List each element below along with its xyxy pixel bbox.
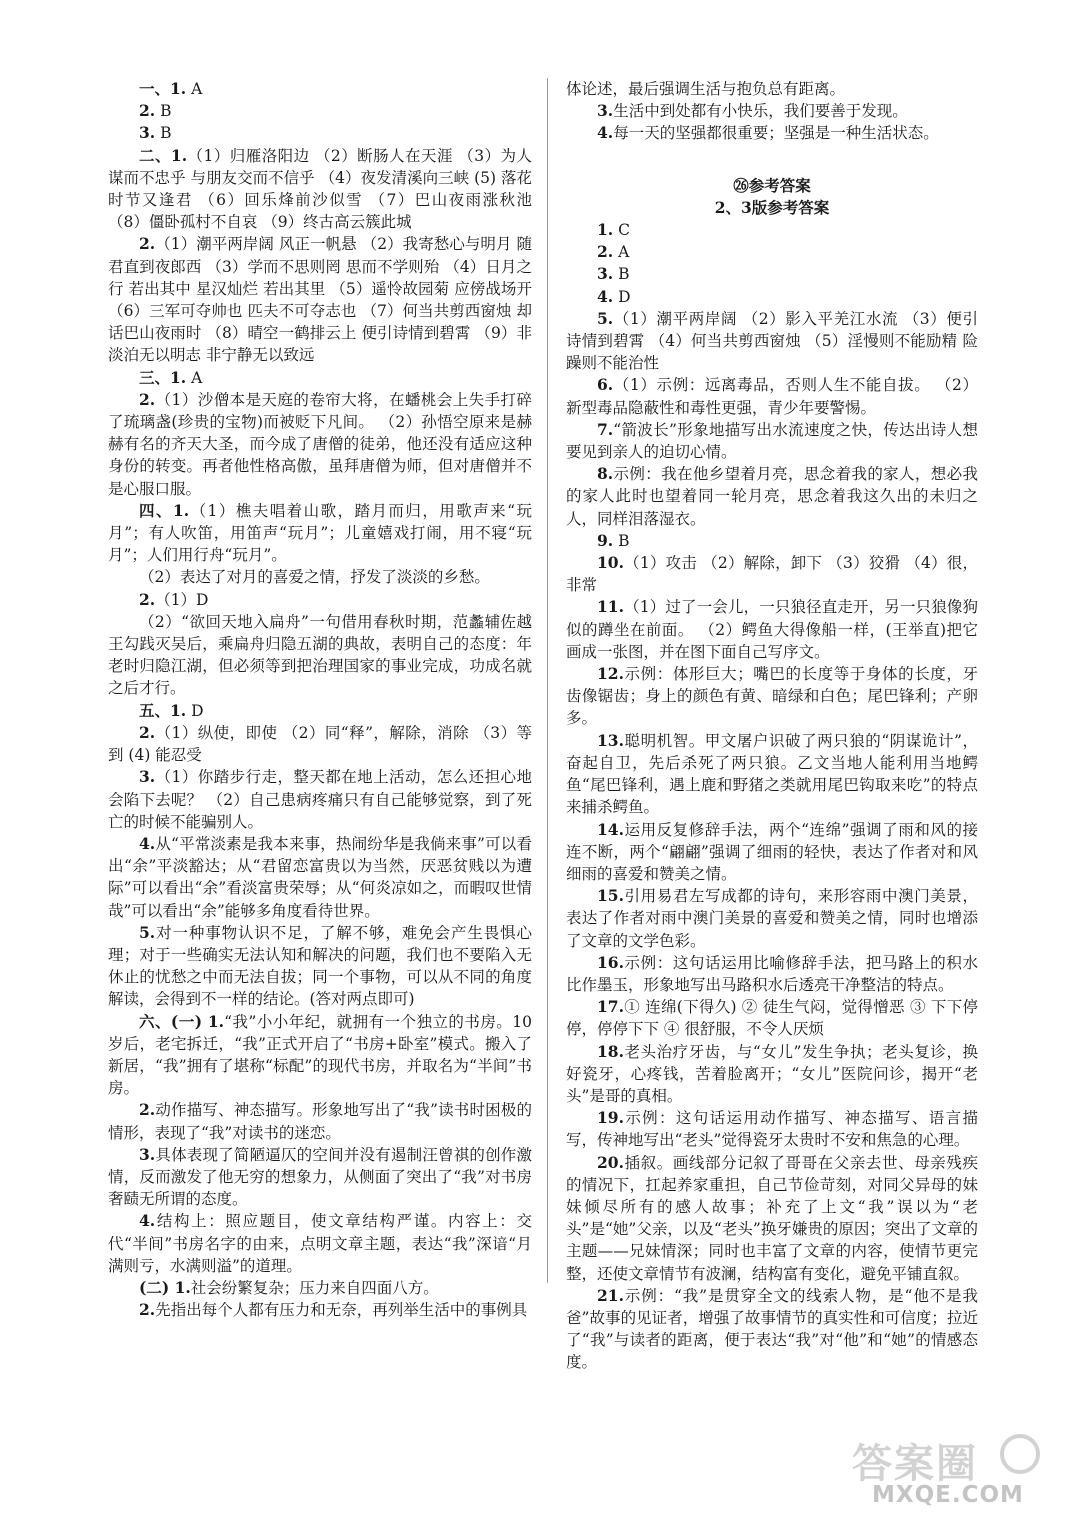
answer-number: 2. [139,389,156,409]
answer-number: 12. [597,664,624,684]
answer-item [566,952,978,996]
answer-item [108,367,532,389]
answer-text: 引用易君左写成都的诗句，来形容雨中澳门美景，表达了作者对雨中澳门美景的喜爱和赞美之情，同时也增添了文章的文学色彩。 [566,887,978,950]
answer-item [108,1299,532,1321]
answer-item [566,122,978,144]
answer-text: 体论述，最后强调生活与抱负总有距离。 [566,80,846,98]
answer-text: ① 连绵(下得久) ② 徒生气闷，觉得憎恶 ③ 下下停停，停停下下 ④ 很舒服，不令人厌烦 [566,998,978,1039]
answer-item [566,1152,978,1285]
answer-item [108,1099,532,1143]
answer-item [566,996,978,1040]
answer-text: （2）“欲回天地入扁舟”一句借用春秋时期，范蠡辅佐越王勾践灭吴后，乘扁舟归隐五湖的典故，表明自己的态度：年老时归隐江湖，但必须等到把治理国家的事业完成，功成名就之后才行。 [108,612,532,698]
answer-item [108,566,532,588]
answer-number: 3. [139,1144,156,1164]
answer-text: （1）潮平两岸阔 （2）影入平羌江水流 （3）便引诗情到碧霄 （4）何当共剪西窗烛 （5）淫慢则不能励精 险躁则不能治性 [566,309,978,373]
answer-item [566,241,978,263]
answer-number: 5. [597,308,614,328]
answer-item [108,78,532,100]
answer-item [566,1041,978,1108]
answer-text: （1）樵夫唱着山歌，踏月而归，用歌声来“玩月”；有人吹笛，用笛声“玩月”；儿童嬉戏打闹，用不寝“玩月”；人们用行舟“玩月”。 [108,501,532,565]
answer-item [566,263,978,285]
answer-number: 二、1. [139,145,188,165]
answer-text: 示例：“我”是贯穿全文的线索人物，是“他不是我爸”故事的见证者，增强了故事情节的真实性和可信度；拉近了“我”与读者的距离，便于表达“我”对“他”和“她”的情感态度。 [566,1286,978,1372]
answer-number: 21. [597,1285,624,1305]
answer-text: 先指出每个人都有压力和无奈，再列举生活中的事例具 [155,1301,528,1320]
answer-number: 2. [597,242,614,262]
answer-text: A [613,243,630,262]
answer-number: 2. [139,234,156,254]
answer-item [566,552,978,596]
answer-text: B [155,124,172,143]
answer-item [108,122,532,144]
answer-text: 生活中到处都有小快乐，我们要善于发现。 [613,102,908,121]
answer-number: 4. [139,1211,156,1231]
answer-number: 五、1. [139,700,187,720]
answer-text: D [186,701,204,720]
answer-item [566,100,978,122]
answer-text: 对一种事物认识不足，了解不够，难免会产生畏惧心理；对于一些确实无法认知和解决的问题，我们也不要陷入无休止的忧愁之中而无法自拔；同一个事物，可以从不同的角度解读，会得到不一样的结论。(答对两点即可) [108,923,532,1009]
answer-item [108,1210,532,1277]
answer-item [566,730,978,819]
watermark-bottom-text: MXQE.COM [872,1482,1024,1508]
answer-text: （1）归雁洛阳边 （2）断肠人在天涯 （3）为人谋而不忠乎 与朋友交而不信乎 （4）夜发清溪向三峡 (5) 落花时节又逢君 （6）回乐烽前沙似雪 （7）巴山夜雨涨秋池 （8）僵卧孤村不自哀 （9）终古高云簇此城 [108,146,532,232]
answer-text: 从“平常淡素是我本来事，热闹纷华是我倘来事”可以看出“余”平淡豁达；从“君留恋富贵以为当然，厌恶贫贱以为遭际”可以看出“余”看淡富贵荣辱；从“何炎凉如之，而暇叹世情哉”可以看出“余”能够多角度看待世界。 [108,834,532,920]
answer-item [566,663,978,730]
answer-item [108,389,532,500]
answer-text: B [155,102,172,121]
answer-number: 四、1. [139,500,190,520]
answer-item [566,308,978,375]
answer-number: 4. [597,286,614,306]
answer-item [566,374,978,418]
answer-item [108,1144,532,1211]
answer-text: A [186,368,203,387]
answer-number: 10. [597,553,624,573]
answer-item [108,922,532,1011]
answer-number: 8. [597,464,614,484]
answer-item [108,500,532,567]
answer-text: （1）潮平两岸阔 风正一帆悬 （2）我寄愁心与明月 随君直到夜郎西 （3）学而不思则罔 思而不学则殆 （4）日月之行 若出其中 星汉灿烂 若出其里 （5）遥怜故园菊 应傍战场开 （6）三军可夺帅也 匹夫不可夺志也 （7）何当共剪西窗烛 却话巴山夜雨时 （8）晴空一鹤排云上 便引诗情到碧霄 （9）非淡泊无以明志 非宁静无以致远 [108,235,532,365]
answer-text: 老头治疗牙齿，与“女儿”发生争执；老头复诊，换好瓷牙，心疼钱，苦着脸离开；“女儿”医院问诊，揭开“老头”是哥的真相。 [566,1042,978,1105]
answer-item [108,100,532,122]
answer-number: 2. [139,101,156,121]
answer-number: 15. [597,886,624,906]
answer-number: 6. [597,375,614,395]
answer-text: （1）过了一会儿，一只狼径直走开，另一只狼像狗似的蹲坐在前面。 （2）鳄鱼大得像船一样，(王举直)把它画成一张图，并在图下面自己写序文。 [566,598,978,661]
answer-item [566,596,978,663]
section-spacer [566,145,978,175]
answer-text: （2）表达了对月的喜爱之情，抒发了淡淡的乡愁。 [139,568,490,587]
answer-text: 示例：我在他乡望着月亮，思念着我的家人，想必我的家人此时也望着同一轮月亮，思念着我这久出的未归之人，同样泪落湿衣。 [566,465,978,528]
answer-item [566,885,978,952]
answer-number: 3. [597,101,614,121]
answer-text: （1）沙僧本是天庭的卷帘大将，在蟠桃会上失手打碎了琉璃盏(珍贵的宝物)而被贬下凡间。 （2）孙悟空原来是赫赫有名的齐天大圣，而今成了唐僧的徒弟，他还没有适应这种身份的转变。再者他性格高傲，虽拜唐僧为师，但对唐僧并不是心服口服。 [108,390,532,498]
answer-item [108,233,532,366]
answer-number: 11. [597,597,624,617]
answer-item [566,819,978,886]
answer-number: 六、(一) 1. [139,1011,225,1031]
answer-text: 示例：体形巨大；嘴巴的长度等于身体的长度，牙齿像锯齿；身上的颜色有黄、暗绿和白色；尾巴锋利；产卵多。 [566,665,978,728]
answer-item [108,722,532,766]
answer-number: 3. [597,264,614,284]
answer-text: 动作描写、神态描写。形象地写出了“我”读书时困极的情形，表现了“我”对读书的迷恋。 [108,1101,532,1142]
answer-text: C [613,221,630,240]
answer-number: 13. [597,730,624,750]
answer-text: 示例：这句话运用动作描写、神态描写、语言描写，传神地写出“老头”觉得瓷牙太贵时不安和焦急的心理。 [566,1109,978,1150]
answer-text: 具体表现了简陋逼仄的空间并没有遏制汪曾祺的创作激情，反而激发了他无穷的想象力，从侧面了突出了“我”对书房奢赜无所谓的态度。 [108,1145,532,1209]
answer-text: （1）示例：远离毒品，否则人生不能自拔。 （2）新型毒品隐蔽性和毒性更强，青少年要警惕。 [566,376,978,417]
answer-item [566,286,978,308]
answer-number: 4. [597,123,614,143]
answer-number: 9. [597,530,614,550]
answer-item [566,419,978,463]
answer-text: 运用反复修辞手法，两个“连绵”强调了雨和风的接连不断，两个“翩翩”强调了细雨的轻快，表达了作者对和风细雨的喜爱和赞美之情。 [566,820,978,883]
answer-number: 17. [597,997,624,1017]
answer-text: （1）攻击 （2）解除，卸下 （3）狡猾 （4）很，非常 [566,554,978,595]
answer-number: 20. [597,1152,624,1172]
answer-number: (二) 1. [139,1277,191,1297]
answer-number: 2. [139,589,156,609]
answer-text: （1）你踏步行走，整天都在地上活动，怎么还担心地会陷下去呢？ （2）自己患病疼痛只有自己能够觉察，到了死亡的时候不能骗别人。 [108,768,532,831]
section-title: ㉖参考答案 [733,175,811,195]
section-subtitle: 2、3版参考答案 [714,197,830,217]
answer-item [566,463,978,530]
answer-item [566,1285,978,1374]
answer-item [108,589,532,611]
answer-number: 3. [139,767,156,787]
answer-number: 7. [597,419,614,439]
answer-item [566,530,978,552]
answer-text: 社会纷繁复杂；压力来自四面八方。 [190,1278,439,1297]
answer-number: 三、1. [139,367,187,387]
answer-text: 示例：这句话运用比喻修辞手法，把马路上的积水比作墨玉，形象地写出马路积水后透亮干净整洁的特点。 [566,953,978,994]
answer-text: 每一天的坚强都很重要；坚强是一种生活状态。 [613,124,939,143]
answer-number: 2. [139,1100,156,1120]
answer-number: 一、1. [139,79,187,98]
answer-text: （1）纵使，即使 （2）同“释”，解除，消除 （3）等到 (4) 能忍受 [108,723,532,765]
answer-item [108,700,532,722]
answer-item [108,1277,532,1299]
answer-number: 4. [139,833,156,853]
answer-item [566,78,978,100]
right-column-answers [566,219,978,1374]
answer-text: B [613,265,630,284]
answer-text: A [186,80,203,98]
answer-number: 18. [597,1041,624,1061]
answer-text: “我”小小年纪，就拥有一个独立的书房。10岁后，老宅拆迁，“我”正式开启了“书房+卧室”模式。搬入了新居，“我”拥有了堪称“标配”的现代书房，并取名为“半间”书房。 [108,1012,532,1098]
answer-number: 1. [597,220,614,240]
right-column [566,78,978,1374]
answer-number: 16. [597,952,624,972]
answer-item [108,611,532,700]
watermark-ring-icon [1000,1434,1040,1474]
answer-item [566,1107,978,1151]
answer-number: 19. [597,1108,624,1128]
answer-item [108,766,532,833]
right-column-continuation [566,78,978,145]
answer-text: 插叙。画线部分记叙了哥哥在父亲去世、母亲残疾的情况下，扛起养家重担，自己节俭苛刻，对同父异母的妹妹倾尽所有的感人故事；补充了上文“我”误以为“老头”是“她”父亲，以及“老头”换牙嫌贵的原因；突出了文章的主题——兄妹情深；同时也丰富了文章的内容，使情节更完整，还使文章情节有波澜，结构富有变化，避免平铺直叙。 [566,1153,978,1283]
watermark-top-text: 答案圈 [852,1441,978,1487]
answer-number: 3. [139,123,156,143]
answer-text: B [613,531,630,550]
answer-item [108,145,532,234]
answer-item [108,1011,532,1100]
answer-number: 5. [139,922,156,942]
answer-number: 14. [597,819,624,839]
answer-item [566,219,978,241]
column-divider [547,78,548,1283]
answer-text: 聪明机智。甲文屠户识破了两只狼的“阴谋诡计”，奋起自卫，先后杀死了两只狼。乙文当地人能利用当地鳄鱼“尾巴锋利，遇上鹿和野猪之类就用尾巴钩取来吃”的特点来捕杀鳄鱼。 [566,731,978,817]
answer-item [108,833,532,922]
answer-text: D [613,287,631,306]
left-column [108,78,532,1321]
answer-number: 2. [139,1300,156,1320]
answer-number: 2. [139,722,156,742]
answer-text: （1）D [155,590,209,609]
watermark-logo [852,1432,1047,1512]
answer-text: “箭波长”形象地描写出水流速度之快，传达出诗人想要见到亲人的迫切心情。 [566,420,978,462]
answer-text: 结构上：照应题目，使文章结构严谨。内容上：交代“半间”书房名字的由来，点明文章主题，表达“我”深谙“月满则亏，水满则溢”的道理。 [108,1212,532,1275]
